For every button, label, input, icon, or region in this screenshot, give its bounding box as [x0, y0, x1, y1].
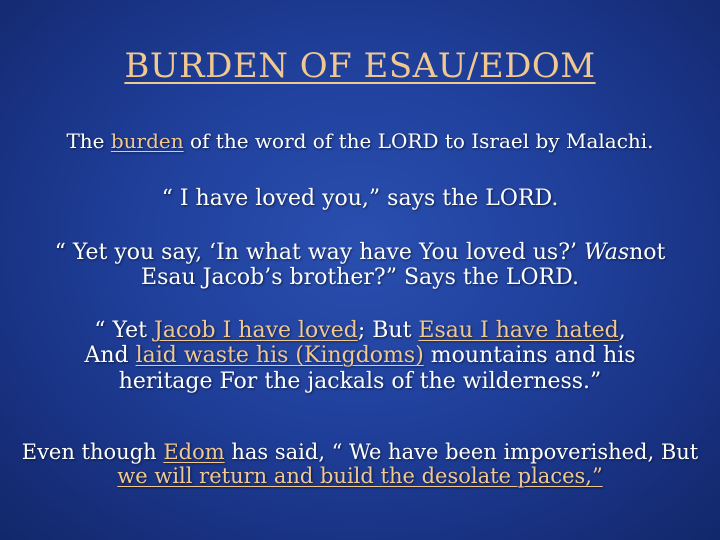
text-segment: ,: [618, 318, 626, 343]
text-segment: has said, “ We have been impoverished, But: [224, 440, 699, 464]
text-segment: “ I have loved you,” says the LORD.: [161, 186, 559, 211]
text-segment: And: [84, 343, 136, 369]
paragraph-edom: [0, 440, 720, 488]
highlight-laid-waste: laid waste his (Kingdoms): [135, 343, 424, 369]
text-segment: “ Yet you say, ‘In what way have You loved us?’: [54, 240, 585, 265]
text-segment: of the word of the LORD to Israel by Malachi.: [183, 129, 654, 153]
paragraph-jacob-esau: [0, 318, 720, 394]
text-segment: ; But: [357, 318, 419, 343]
text-segment: Esau Jacob’s brother?” Says the LORD.: [141, 265, 579, 291]
highlight-jacob-loved: Jacob I have loved: [154, 318, 358, 343]
highlight-esau-hated: Esau I have hated: [418, 318, 619, 343]
highlight-return-build: we will return and build the desolate places,”: [117, 464, 603, 489]
paragraph-malachi: [0, 130, 720, 153]
text-segment: The: [66, 129, 111, 153]
paragraph-loved-you: [0, 186, 720, 211]
slide-title: [0, 46, 720, 86]
italic-was: Was: [584, 240, 630, 265]
paragraph-yet-you-say: [0, 240, 720, 291]
text-segment: Even though: [21, 440, 164, 464]
highlight-burden: burden: [110, 129, 184, 153]
text-segment: heritage For the jackals of the wilderness.”: [118, 368, 602, 394]
slide-title-text: BURDEN OF ESAU/EDOM: [124, 46, 596, 86]
text-segment: not: [629, 240, 666, 265]
text-segment: “ Yet: [94, 318, 155, 343]
text-segment: mountains and his: [423, 343, 636, 369]
highlight-edom: Edom: [163, 440, 225, 464]
